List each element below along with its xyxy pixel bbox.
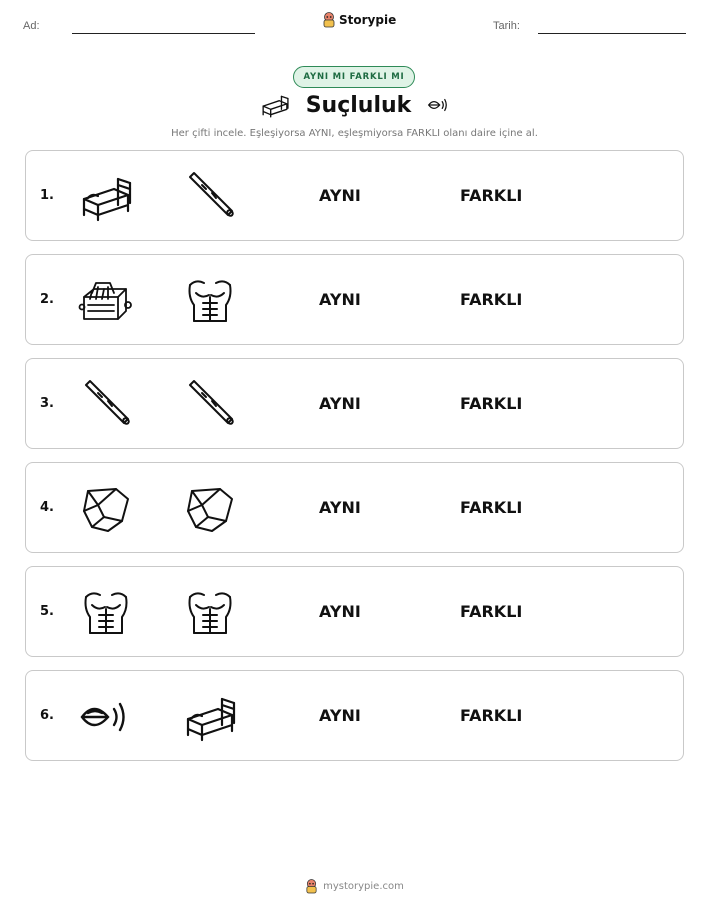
question-number: 5. [40, 604, 54, 619]
question-number: 6. [40, 708, 54, 723]
option-different[interactable]: FARKLI [460, 394, 523, 413]
stick-icon [182, 171, 238, 223]
storypie-mascot-icon [305, 879, 318, 894]
stick-icon [78, 379, 134, 431]
chest-icon [182, 587, 238, 639]
option-same[interactable]: AYNI [319, 186, 361, 205]
option-different[interactable]: FARKLI [460, 186, 523, 205]
date-label: Tarih: [493, 20, 520, 32]
option-different[interactable]: FARKLI [460, 706, 523, 725]
mouth-sound-icon [425, 94, 451, 116]
storypie-mascot-icon [322, 12, 336, 28]
question-row [25, 670, 684, 761]
option-different[interactable]: FARKLI [460, 602, 523, 621]
question-number: 2. [40, 292, 54, 307]
footer-url: mystorypie.com [323, 881, 404, 892]
question-number: 4. [40, 500, 54, 515]
question-number: 3. [40, 396, 54, 411]
option-same[interactable]: AYNI [319, 394, 361, 413]
option-same[interactable]: AYNI [319, 498, 361, 517]
chest-icon [78, 587, 134, 639]
rock-icon [182, 483, 238, 535]
footer [0, 879, 709, 894]
brand-logo [322, 12, 396, 28]
question-row [25, 566, 684, 657]
page-title: Suçluluk [305, 92, 412, 118]
worksheet-type-badge: AYNI MI FARKLI MI [293, 66, 415, 88]
date-line[interactable] [538, 33, 686, 34]
name-label: Ad: [23, 20, 40, 32]
bed-icon [182, 691, 238, 743]
bed-icon [78, 171, 134, 223]
option-same[interactable]: AYNI [319, 602, 361, 621]
name-line[interactable] [72, 33, 255, 34]
option-different[interactable]: FARKLI [460, 498, 523, 517]
bed-icon [258, 91, 292, 119]
question-row [25, 254, 684, 345]
question-number: 1. [40, 188, 54, 203]
option-different[interactable]: FARKLI [460, 290, 523, 309]
question-row [25, 150, 684, 241]
toolbox-icon [78, 275, 134, 327]
instruction-text: Her çifti incele. Eşleşiyorsa AYNI, eşleşmiyorsa FARKLI olanı daire içine al. [171, 128, 538, 139]
chest-icon [182, 275, 238, 327]
mouth-sound-icon [78, 691, 134, 743]
question-row [25, 358, 684, 449]
brand-name: Storypie [339, 13, 397, 27]
title-row [0, 91, 709, 119]
option-same[interactable]: AYNI [319, 290, 361, 309]
stick-icon [182, 379, 238, 431]
question-row [25, 462, 684, 553]
option-same[interactable]: AYNI [319, 706, 361, 725]
rock-icon [78, 483, 134, 535]
